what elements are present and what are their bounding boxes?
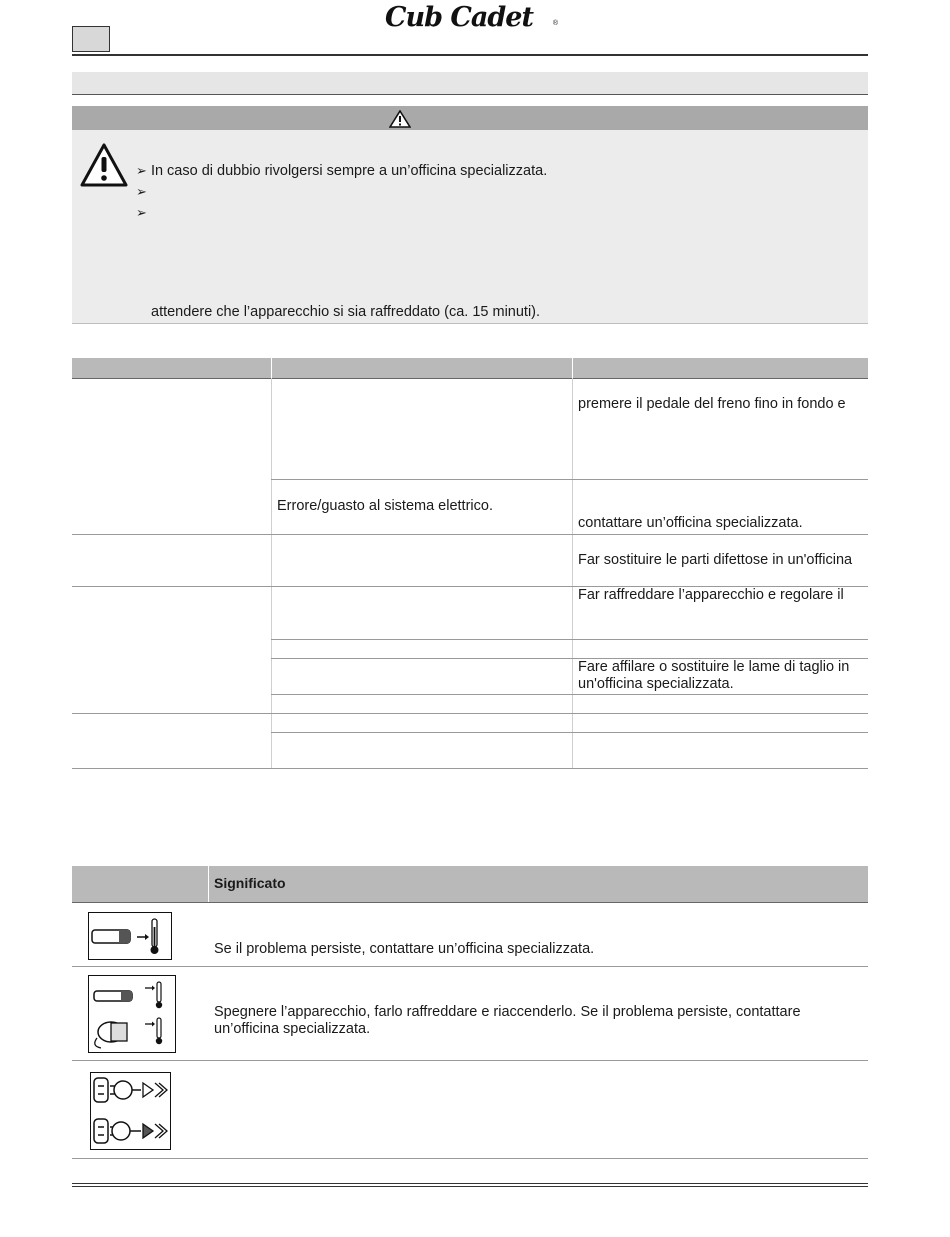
row-divider — [72, 534, 868, 535]
bullet-arrow-icon: ➢ — [136, 184, 147, 199]
solution-cell: premere il pedale del freno fino in fondo e — [578, 396, 846, 412]
warning-bullet-2 — [136, 183, 147, 201]
column-divider — [572, 378, 573, 768]
solution-cell: un'officina specializzata. — [578, 676, 734, 692]
trouble-header-divider — [271, 358, 272, 378]
solution-cell: Far raffreddare l’apparecchio e regolare il — [578, 587, 844, 603]
row-divider — [72, 713, 868, 714]
battery-plug-icon — [90, 1072, 171, 1150]
registered-mark-icon: ® — [552, 20, 558, 27]
footer-rule — [72, 1186, 868, 1187]
symbol-meaning-text: Se il problema persiste, contattare un’officina specializzata. — [214, 941, 595, 957]
row-divider — [72, 966, 868, 967]
overheat-icon — [88, 912, 172, 960]
symbol-meaning-text: un’officina specializzata. — [214, 1021, 371, 1037]
row-divider — [271, 479, 868, 480]
symbols-table-header — [72, 866, 868, 903]
page-number-box — [72, 26, 110, 52]
warning-header-bar — [72, 106, 868, 130]
trouble-header-divider — [572, 358, 573, 378]
brand-logo-text: Cub Cadet — [385, 2, 533, 33]
cause-cell: Errore/guasto al sistema elettrico. — [277, 498, 493, 514]
warning-bullet-3 — [136, 204, 147, 222]
warning-bullet-text: In caso di dubbio rivolgersi sempre a un’officina specializzata. — [150, 163, 548, 179]
warning-panel — [72, 130, 868, 324]
bullet-arrow-icon: ➢ — [136, 205, 147, 220]
trouble-table-header — [72, 358, 868, 379]
solution-cell: contattare un’officina specializzata. — [578, 515, 803, 531]
footer-rule — [72, 1183, 868, 1184]
symbol-meaning-text: Spegnere l’apparecchio, farlo raffreddare e riaccenderlo. Se il problema persiste, contattare — [214, 1004, 801, 1020]
solution-cell: Far sostituire le parti difettose in un'officina — [578, 552, 853, 568]
warning-triangle-icon — [389, 110, 411, 128]
row-divider — [271, 694, 868, 695]
warning-large-icon — [79, 142, 129, 188]
header-rule — [72, 54, 868, 56]
solution-cell: Fare affilare o sostituire le lame di taglio in — [578, 659, 850, 675]
symbols-header-divider — [208, 866, 209, 902]
brand-logo — [385, 2, 560, 36]
column-divider — [271, 378, 272, 768]
warning-bullet-1 — [136, 162, 547, 180]
row-divider — [271, 639, 868, 640]
section-title-bar — [72, 72, 868, 95]
row-divider — [271, 732, 868, 733]
overheat-motor-icon — [88, 975, 176, 1053]
row-divider — [72, 1158, 868, 1159]
row-divider — [72, 1060, 868, 1061]
symbols-header-meaning: Significato — [214, 875, 286, 891]
bullet-arrow-icon: ➢ — [136, 163, 147, 178]
warning-continuation: attendere che l’apparecchio si sia raffreddato (ca. 15 minuti). — [151, 304, 541, 320]
row-divider — [72, 768, 868, 769]
